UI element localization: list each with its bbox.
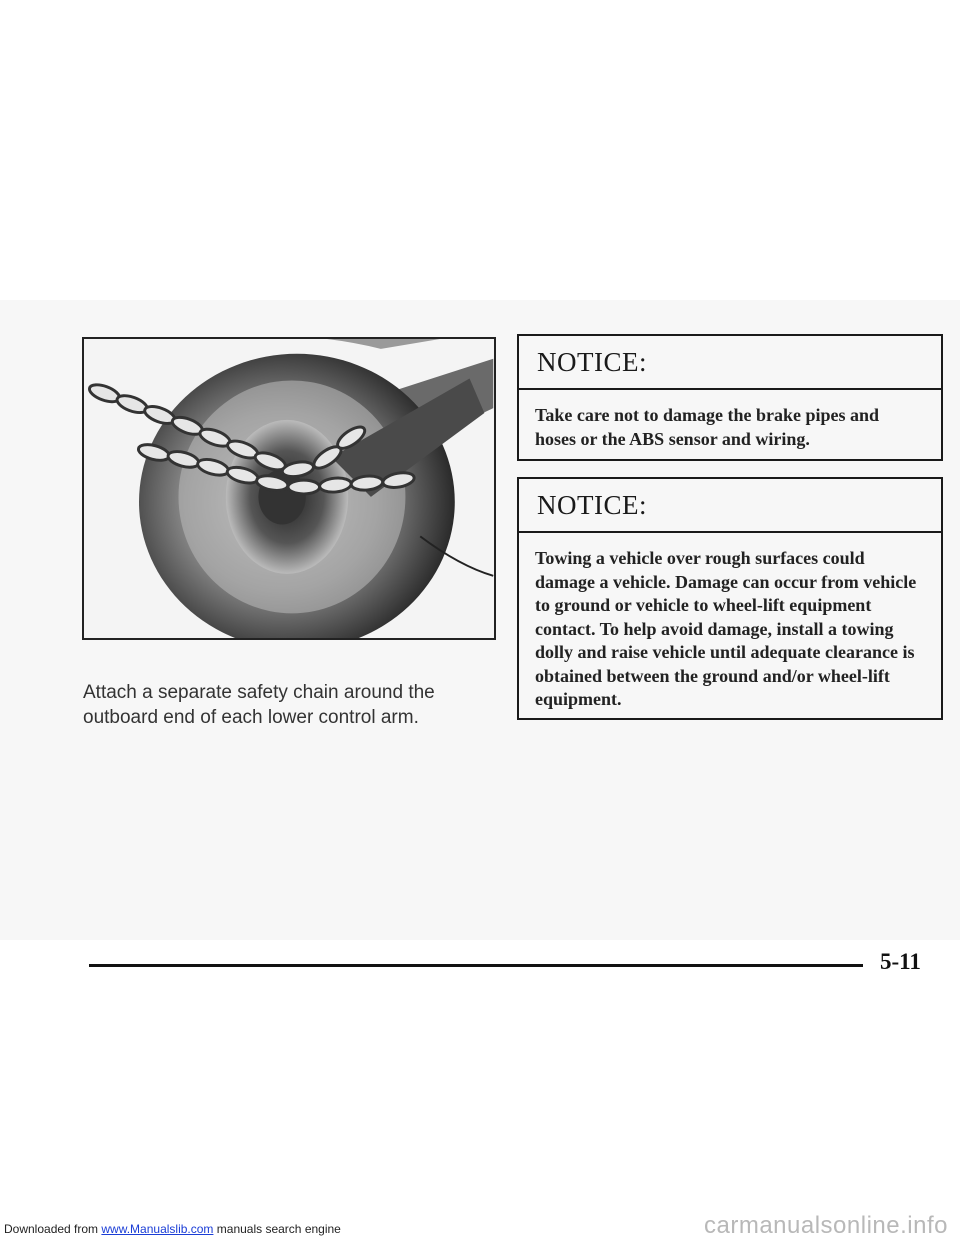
download-footer [4, 1222, 341, 1236]
page-number: 5-11 [880, 949, 921, 974]
manualslib-link[interactable]: www.Manualslib.com [101, 1222, 214, 1236]
figure-caption: Attach a separate safety chain around the outboard end of each lower control arm. [83, 682, 435, 728]
notice-text: Towing a vehicle over rough surfaces could damage a vehicle. Damage can occur from vehicle to ground or vehicle to wheel-lift equipment contact. To help avoid damage, install a towing dolly and raise vehicle until adequate clearance is obtained between the ground and/or wheel-lift equipment. [535, 548, 917, 709]
notice-box-rough-surfaces [517, 477, 943, 720]
footer-rule [89, 964, 863, 967]
notice-text: Take care not to damage the brake pipes and hoses or the ABS sensor and wiring. [535, 405, 880, 449]
tire-chain-drawing [84, 339, 494, 638]
safety-chain-illustration [82, 337, 496, 640]
footer-suffix: manuals search engine [213, 1222, 341, 1236]
notice-box-brake-pipes [517, 334, 943, 461]
footer-prefix: Downloaded from [4, 1222, 102, 1236]
notice-heading: NOTICE: [519, 336, 941, 390]
notice-heading: NOTICE: [519, 479, 941, 533]
watermark-text: carmanualsonline.info [704, 1212, 948, 1239]
